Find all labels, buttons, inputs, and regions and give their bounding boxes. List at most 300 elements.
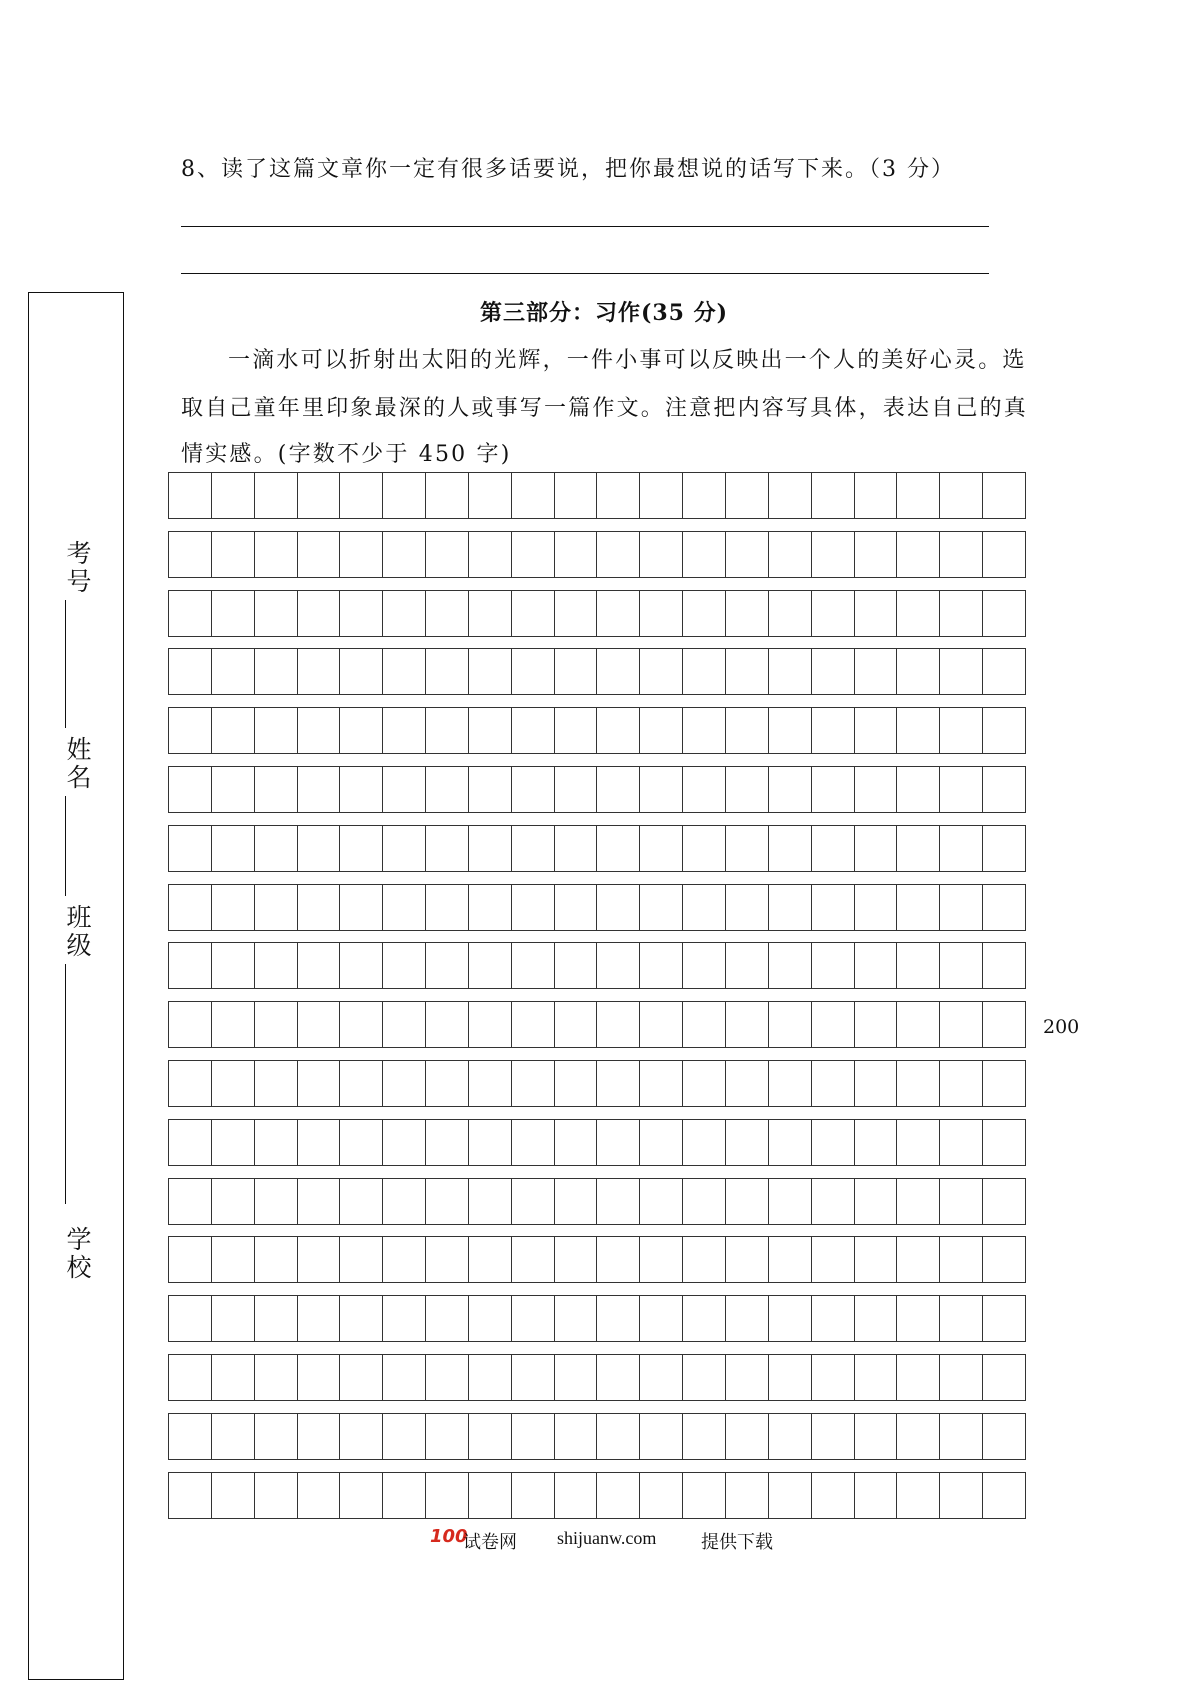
grid-cell[interactable] [940,1179,983,1224]
grid-cell[interactable] [897,767,940,812]
grid-cell[interactable] [512,591,555,636]
grid-cell[interactable] [983,1179,1025,1224]
grid-cell[interactable] [426,1296,469,1341]
grid-cell[interactable] [255,826,298,871]
grid-cell[interactable] [855,649,898,694]
grid-cell[interactable] [340,1355,383,1400]
grid-cell[interactable] [983,1061,1025,1106]
grid-cell[interactable] [812,649,855,694]
grid-cell[interactable] [940,826,983,871]
grid-cell[interactable] [383,1473,426,1518]
grid-cell[interactable] [340,1237,383,1282]
grid-cell[interactable] [940,943,983,988]
grid-cell[interactable] [340,1414,383,1459]
grid-cell[interactable] [469,1002,512,1047]
grid-cell[interactable] [555,591,598,636]
grid-cell[interactable] [726,1061,769,1106]
grid-cell[interactable] [169,591,212,636]
grid-cell[interactable] [855,767,898,812]
grid-cell[interactable] [426,1120,469,1165]
grid-cell[interactable] [512,532,555,577]
grid-cell[interactable] [769,1296,812,1341]
grid-cell[interactable] [383,1355,426,1400]
grid-cell[interactable] [726,1296,769,1341]
grid-cell[interactable] [897,473,940,518]
grid-cell[interactable] [597,708,640,753]
grid-cell[interactable] [683,1414,726,1459]
grid-cell[interactable] [469,1120,512,1165]
grid-cell[interactable] [255,591,298,636]
grid-cell[interactable] [597,1296,640,1341]
grid-cell[interactable] [897,532,940,577]
grid-cell[interactable] [555,708,598,753]
grid-cell[interactable] [169,708,212,753]
grid-cell[interactable] [983,826,1025,871]
grid-cell[interactable] [812,1237,855,1282]
grid-cell[interactable] [683,885,726,930]
grid-cell[interactable] [983,708,1025,753]
grid-cell[interactable] [855,943,898,988]
grid-cell[interactable] [555,826,598,871]
grid-cell[interactable] [597,943,640,988]
grid-cell[interactable] [212,1414,255,1459]
grid-cell[interactable] [897,1120,940,1165]
grid-cell[interactable] [555,767,598,812]
grid-cell[interactable] [383,1179,426,1224]
grid-cell[interactable] [426,532,469,577]
grid-cell[interactable] [855,1120,898,1165]
grid-cell[interactable] [255,1179,298,1224]
grid-cell[interactable] [726,1414,769,1459]
grid-cell[interactable] [512,1473,555,1518]
grid-cell[interactable] [469,767,512,812]
site-url[interactable]: shijuanw.com [557,1528,657,1548]
grid-cell[interactable] [640,1179,683,1224]
grid-cell[interactable] [983,1473,1025,1518]
grid-cell[interactable] [298,767,341,812]
grid-cell[interactable] [983,1414,1025,1459]
grid-cell[interactable] [426,826,469,871]
grid-cell[interactable] [726,767,769,812]
grid-cell[interactable] [512,1414,555,1459]
grid-cell[interactable] [940,1120,983,1165]
grid-cell[interactable] [983,1237,1025,1282]
grid-cell[interactable] [897,1179,940,1224]
grid-cell[interactable] [512,1061,555,1106]
grid-cell[interactable] [255,1296,298,1341]
answer-line[interactable] [181,273,989,274]
grid-cell[interactable] [469,649,512,694]
grid-cell[interactable] [426,708,469,753]
grid-cell[interactable] [555,473,598,518]
grid-cell[interactable] [169,767,212,812]
grid-cell[interactable] [855,1355,898,1400]
grid-cell[interactable] [597,885,640,930]
grid-cell[interactable] [426,1237,469,1282]
grid-cell[interactable] [555,1237,598,1282]
grid-cell[interactable] [298,1414,341,1459]
grid-cell[interactable] [683,591,726,636]
grid-cell[interactable] [298,708,341,753]
grid-cell[interactable] [555,1179,598,1224]
grid-cell[interactable] [255,532,298,577]
grid-cell[interactable] [383,1002,426,1047]
grid-cell[interactable] [512,708,555,753]
grid-cell[interactable] [726,1473,769,1518]
grid-cell[interactable] [855,1414,898,1459]
grid-cell[interactable] [726,885,769,930]
grid-cell[interactable] [169,943,212,988]
grid-cell[interactable] [340,1473,383,1518]
grid-cell[interactable] [383,1296,426,1341]
grid-cell[interactable] [298,1061,341,1106]
grid-cell[interactable] [469,591,512,636]
writing-grid[interactable] [168,472,1028,1530]
grid-cell[interactable] [255,649,298,694]
grid-cell[interactable] [940,1002,983,1047]
grid-cell[interactable] [255,1002,298,1047]
grid-cell[interactable] [255,473,298,518]
grid-cell[interactable] [640,532,683,577]
grid-cell[interactable] [555,649,598,694]
grid-cell[interactable] [683,943,726,988]
grid-cell[interactable] [555,1296,598,1341]
grid-cell[interactable] [469,473,512,518]
grid-cell[interactable] [298,473,341,518]
grid-cell[interactable] [940,532,983,577]
grid-cell[interactable] [555,885,598,930]
grid-cell[interactable] [683,1296,726,1341]
grid-cell[interactable] [683,1473,726,1518]
grid-cell[interactable] [983,473,1025,518]
grid-cell[interactable] [555,532,598,577]
grid-cell[interactable] [169,1120,212,1165]
grid-cell[interactable] [555,1414,598,1459]
grid-cell[interactable] [726,1237,769,1282]
grid-cell[interactable] [383,591,426,636]
grid-cell[interactable] [512,767,555,812]
grid-cell[interactable] [640,826,683,871]
grid-cell[interactable] [855,885,898,930]
grid-cell[interactable] [683,767,726,812]
grid-cell[interactable] [255,885,298,930]
grid-cell[interactable] [298,1473,341,1518]
grid-cell[interactable] [897,1473,940,1518]
grid-cell[interactable] [212,943,255,988]
grid-cell[interactable] [597,1120,640,1165]
grid-cell[interactable] [255,767,298,812]
grid-cell[interactable] [855,1296,898,1341]
grid-cell[interactable] [340,473,383,518]
grid-cell[interactable] [726,649,769,694]
grid-cell[interactable] [340,591,383,636]
grid-cell[interactable] [340,1296,383,1341]
grid-cell[interactable] [426,1355,469,1400]
grid-cell[interactable] [212,1002,255,1047]
grid-cell[interactable] [512,1237,555,1282]
grid-cell[interactable] [983,1296,1025,1341]
grid-cell[interactable] [812,473,855,518]
grid-cell[interactable] [983,649,1025,694]
grid-cell[interactable] [426,1179,469,1224]
grid-cell[interactable] [855,473,898,518]
grid-cell[interactable] [169,1296,212,1341]
grid-cell[interactable] [298,1237,341,1282]
grid-cell[interactable] [855,1473,898,1518]
grid-cell[interactable] [512,826,555,871]
grid-cell[interactable] [812,1414,855,1459]
grid-cell[interactable] [726,943,769,988]
grid-cell[interactable] [469,943,512,988]
grid-cell[interactable] [212,708,255,753]
grid-cell[interactable] [169,1414,212,1459]
grid-cell[interactable] [940,1061,983,1106]
grid-cell[interactable] [726,473,769,518]
grid-cell[interactable] [640,473,683,518]
grid-cell[interactable] [640,1473,683,1518]
grid-cell[interactable] [940,885,983,930]
grid-cell[interactable] [812,767,855,812]
grid-cell[interactable] [940,708,983,753]
grid-cell[interactable] [897,1414,940,1459]
grid-cell[interactable] [769,1355,812,1400]
grid-cell[interactable] [383,1414,426,1459]
grid-cell[interactable] [298,1002,341,1047]
grid-cell[interactable] [426,885,469,930]
grid-cell[interactable] [426,1414,469,1459]
grid-cell[interactable] [597,1002,640,1047]
grid-cell[interactable] [597,1473,640,1518]
grid-cell[interactable] [940,591,983,636]
grid-cell[interactable] [298,1179,341,1224]
grid-cell[interactable] [212,1355,255,1400]
grid-cell[interactable] [469,532,512,577]
grid-cell[interactable] [812,1061,855,1106]
grid-cell[interactable] [769,885,812,930]
grid-cell[interactable] [983,532,1025,577]
grid-cell[interactable] [212,826,255,871]
grid-cell[interactable] [769,1120,812,1165]
grid-cell[interactable] [212,1296,255,1341]
grid-cell[interactable] [555,1002,598,1047]
grid-cell[interactable] [812,943,855,988]
grid-cell[interactable] [812,885,855,930]
grid-cell[interactable] [769,473,812,518]
name-field[interactable] [65,796,66,896]
grid-cell[interactable] [597,1061,640,1106]
grid-cell[interactable] [340,1179,383,1224]
grid-cell[interactable] [512,1296,555,1341]
grid-cell[interactable] [855,1061,898,1106]
grid-cell[interactable] [640,943,683,988]
grid-cell[interactable] [940,1296,983,1341]
grid-cell[interactable] [597,1237,640,1282]
grid-cell[interactable] [769,1414,812,1459]
grid-cell[interactable] [555,1120,598,1165]
grid-cell[interactable] [340,1061,383,1106]
grid-cell[interactable] [683,1120,726,1165]
grid-cell[interactable] [469,1414,512,1459]
grid-cell[interactable] [769,708,812,753]
grid-cell[interactable] [340,532,383,577]
grid-cell[interactable] [597,767,640,812]
grid-cell[interactable] [383,1237,426,1282]
grid-cell[interactable] [640,1237,683,1282]
grid-cell[interactable] [812,591,855,636]
grid-cell[interactable] [983,591,1025,636]
grid-cell[interactable] [426,1002,469,1047]
grid-cell[interactable] [726,532,769,577]
grid-cell[interactable] [812,826,855,871]
grid-cell[interactable] [255,1120,298,1165]
grid-cell[interactable] [340,708,383,753]
grid-cell[interactable] [640,1414,683,1459]
grid-cell[interactable] [897,1237,940,1282]
grid-cell[interactable] [383,826,426,871]
answer-line[interactable] [181,226,989,227]
grid-cell[interactable] [812,1179,855,1224]
grid-cell[interactable] [983,767,1025,812]
grid-cell[interactable] [769,943,812,988]
grid-cell[interactable] [255,1237,298,1282]
grid-cell[interactable] [597,591,640,636]
grid-cell[interactable] [555,1355,598,1400]
grid-cell[interactable] [512,885,555,930]
grid-cell[interactable] [255,1473,298,1518]
grid-cell[interactable] [597,1414,640,1459]
grid-cell[interactable] [426,649,469,694]
grid-cell[interactable] [169,1473,212,1518]
grid-cell[interactable] [683,473,726,518]
grid-cell[interactable] [812,1296,855,1341]
grid-cell[interactable] [169,1237,212,1282]
grid-cell[interactable] [640,708,683,753]
grid-cell[interactable] [469,708,512,753]
grid-cell[interactable] [512,1120,555,1165]
grid-cell[interactable] [897,943,940,988]
grid-cell[interactable] [597,532,640,577]
grid-cell[interactable] [683,1002,726,1047]
grid-cell[interactable] [683,826,726,871]
grid-cell[interactable] [298,532,341,577]
grid-cell[interactable] [383,767,426,812]
grid-cell[interactable] [255,1355,298,1400]
grid-cell[interactable] [255,708,298,753]
grid-cell[interactable] [340,649,383,694]
grid-cell[interactable] [897,826,940,871]
grid-cell[interactable] [340,767,383,812]
grid-cell[interactable] [855,708,898,753]
grid-cell[interactable] [426,943,469,988]
grid-cell[interactable] [769,1473,812,1518]
grid-cell[interactable] [169,1061,212,1106]
grid-cell[interactable] [897,1355,940,1400]
grid-cell[interactable] [469,1179,512,1224]
grid-cell[interactable] [212,1237,255,1282]
grid-cell[interactable] [897,591,940,636]
grid-cell[interactable] [469,1061,512,1106]
grid-cell[interactable] [769,591,812,636]
grid-cell[interactable] [897,885,940,930]
grid-cell[interactable] [855,532,898,577]
grid-cell[interactable] [683,649,726,694]
grid-cell[interactable] [726,591,769,636]
grid-cell[interactable] [255,1061,298,1106]
grid-cell[interactable] [897,649,940,694]
grid-cell[interactable] [940,1473,983,1518]
grid-cell[interactable] [769,826,812,871]
grid-cell[interactable] [940,473,983,518]
grid-cell[interactable] [769,1237,812,1282]
grid-cell[interactable] [726,1002,769,1047]
grid-cell[interactable] [298,1120,341,1165]
grid-cell[interactable] [640,1296,683,1341]
grid-cell[interactable] [726,708,769,753]
grid-cell[interactable] [212,591,255,636]
grid-cell[interactable] [726,1120,769,1165]
grid-cell[interactable] [940,1414,983,1459]
grid-cell[interactable] [512,943,555,988]
grid-cell[interactable] [640,1355,683,1400]
grid-cell[interactable] [855,826,898,871]
grid-cell[interactable] [340,826,383,871]
grid-cell[interactable] [555,943,598,988]
grid-cell[interactable] [726,1355,769,1400]
grid-cell[interactable] [983,885,1025,930]
grid-cell[interactable] [855,1179,898,1224]
grid-cell[interactable] [212,885,255,930]
grid-cell[interactable] [426,1473,469,1518]
grid-cell[interactable] [212,532,255,577]
grid-cell[interactable] [555,1061,598,1106]
grid-cell[interactable] [340,885,383,930]
grid-cell[interactable] [597,826,640,871]
grid-cell[interactable] [212,1061,255,1106]
grid-cell[interactable] [469,1237,512,1282]
grid-cell[interactable] [340,1002,383,1047]
grid-cell[interactable] [469,826,512,871]
grid-cell[interactable] [212,767,255,812]
grid-cell[interactable] [940,649,983,694]
grid-cell[interactable] [298,943,341,988]
grid-cell[interactable] [298,826,341,871]
grid-cell[interactable] [855,591,898,636]
grid-cell[interactable] [555,1473,598,1518]
grid-cell[interactable] [383,1061,426,1106]
grid-cell[interactable] [897,1296,940,1341]
grid-cell[interactable] [597,1179,640,1224]
grid-cell[interactable] [169,1179,212,1224]
grid-cell[interactable] [469,1355,512,1400]
grid-cell[interactable] [897,708,940,753]
grid-cell[interactable] [812,532,855,577]
grid-cell[interactable] [212,649,255,694]
grid-cell[interactable] [169,649,212,694]
grid-cell[interactable] [469,885,512,930]
grid-cell[interactable] [726,826,769,871]
grid-cell[interactable] [683,1355,726,1400]
grid-cell[interactable] [212,473,255,518]
grid-cell[interactable] [426,473,469,518]
grid-cell[interactable] [940,1237,983,1282]
grid-cell[interactable] [597,1355,640,1400]
grid-cell[interactable] [298,885,341,930]
grid-cell[interactable] [897,1061,940,1106]
grid-cell[interactable] [983,943,1025,988]
grid-cell[interactable] [512,649,555,694]
grid-cell[interactable] [640,1061,683,1106]
grid-cell[interactable] [169,885,212,930]
